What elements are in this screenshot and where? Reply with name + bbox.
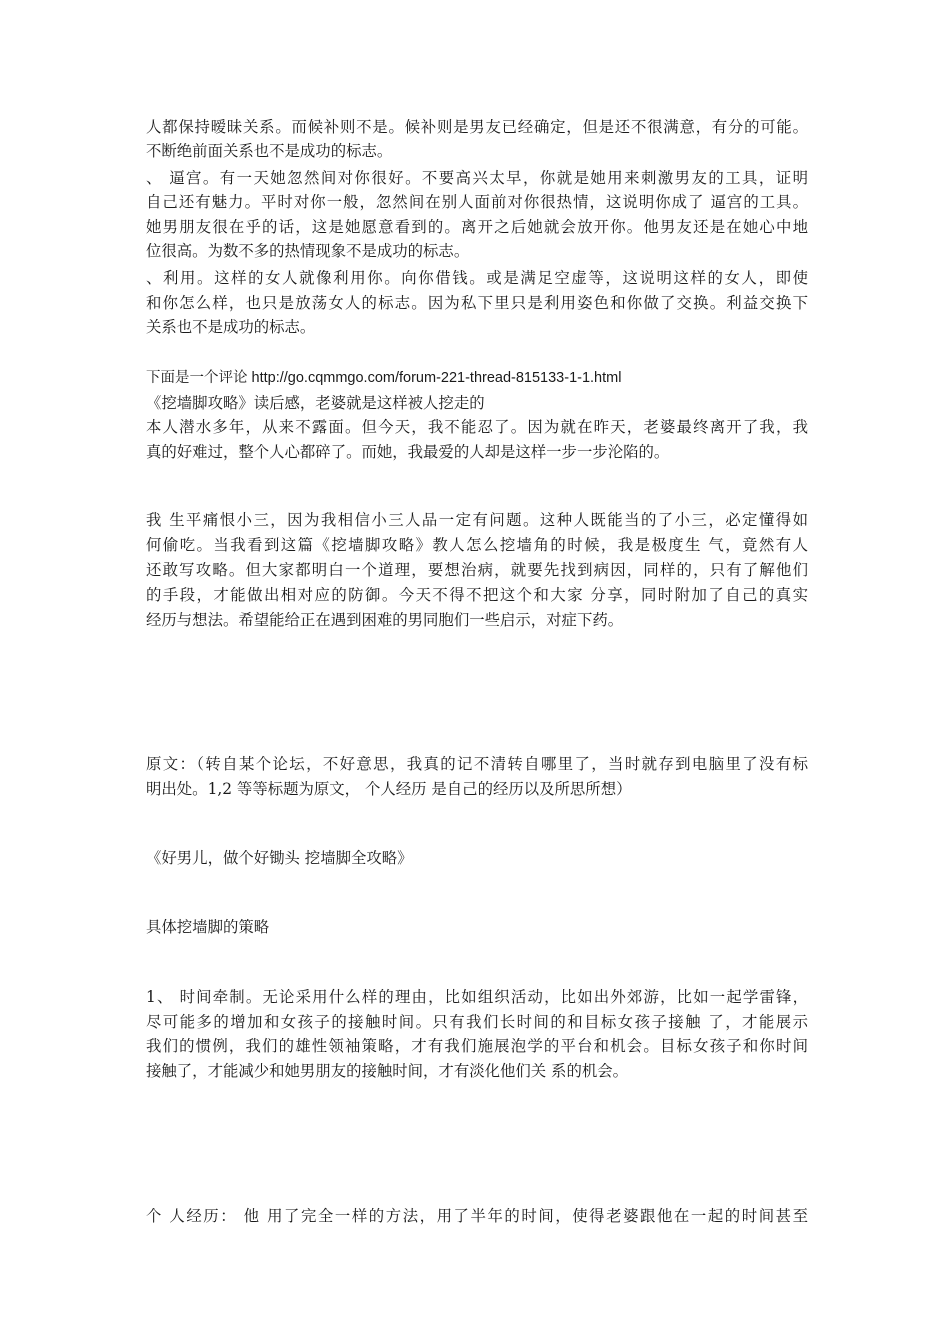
text-line: 经历与想法。希望能给正在遇到困难的男同胞们一些启示，对症下药。 [146,611,624,629]
text-line: 她男朋友很在乎的话，这是她愿意看到的。离开之后她就会放开你。他男友还是在她心中地 [146,218,808,236]
text-line: 何偷吃。当我看到这篇《挖墙脚攻略》教人怎么挖墙角的时候，我是极度生 气，竟然有人 [146,536,808,554]
text-line: 我们的惯例，我们的雄性领袖策略，才有我们施展泡学的平台和机会。目标女孩子和你时间 [146,1037,808,1055]
text-line: 接触了，才能减少和她男朋友的接触时间，才有淡化他们关 系的机会。 [146,1062,629,1080]
text-line: 位很高。为数不多的热情现象不是成功的标志。 [146,242,470,260]
text-line: 关系也不是成功的标志。 [146,318,316,336]
text-line: 1、 时间牵制。无论采用什么样的理由，比如组织活动，比如出外郊游，比如一起学雷锋， [146,988,808,1006]
text-line: 我 生平痛恨小三，因为我相信小三人品一定有问题。这种人既能当的了小三，必定懂得如 [146,511,808,529]
text-line: 、 逼宫。有一天她忽然间对你很好。不要高兴太早，你就是她用来刺激男友的工具，证明 [146,169,808,187]
text-line: 原文：（转自某个论坛，不好意思，我真的记不清转自哪里了，当时就存到电脑里了没有标 [146,755,808,773]
section-heading: 具体挖墙脚的策略 [146,918,270,936]
text-line: 个 人经历： 他 用了完全一样的方法，用了半年的时间，使得老婆跟他在一起的时间甚至 [146,1207,808,1225]
text-line: 还敢写攻略。但大家都明白一个道理，要想治病，就要先找到病因，同样的，只有了解他们 [146,561,808,579]
text-line: 的手段，才能做出相对应的防御。今天不得不把这个和大家 分享，同时附加了自己的真实 [146,586,808,604]
text-line: 真的好难过，整个人心都碎了。而她，我最爱的人却是这样一步一步沦陷的。 [146,443,670,461]
text-line: 和你怎么样，也只是放荡女人的标志。因为私下里只是利用姿色和你做了交换。利益交换下 [146,294,808,312]
section-heading: 《好男儿，做个好锄头 挖墙脚全攻略》 [146,849,413,867]
text-line: 本人潜水多年，从来不露面。但今天，我不能忍了。因为就在昨天，老婆最终离开了我，我 [146,418,808,436]
text-line: 、利用。这样的女人就像利用你。向你借钱。或是满足空虚等，这说明这样的女人，即使 [146,269,808,287]
text-line: 明出处。1,2 等等标题为原文， 个人经历 是自己的经历以及所思所想） [146,780,632,798]
article-title: 《挖墙脚攻略》读后感，老婆就是这样被人挖走的 [146,394,485,412]
comment-link-line: 下面是一个评论 http://go.cqmmgo.com/forum-221-thread-815133-1-1.html [146,370,622,386]
text-line: 自己还有魅力。平时对你一般，忽然间在别人面前对你很热情，这说明你成了 逼宫的工具。 [146,193,808,211]
text-line: 不断绝前面关系也不是成功的标志。 [146,142,393,160]
text-line: 人都保持暧昧关系。而候补则不是。候补则是男友已经确定，但是还不很满意，有分的可能。 [146,118,808,136]
text-line: 尽可能多的增加和女孩子的接触时间。只有我们长时间的和目标女孩子接触 了，才能展示 [146,1013,808,1031]
